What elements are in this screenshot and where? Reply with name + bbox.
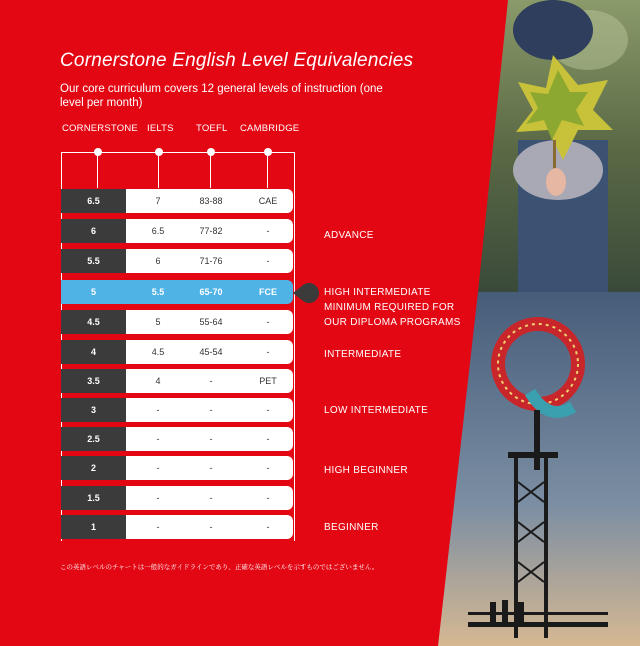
level-label-high-intermediate: HIGH INTERMEDIATE — [324, 287, 431, 298]
column-header-toefl: TOEFL — [196, 123, 228, 134]
toefl-cell: - — [209, 522, 213, 532]
level-cell: 2 — [61, 456, 126, 480]
table-row-highlighted — [61, 280, 293, 304]
ielts-cell: 5.5 — [151, 287, 165, 297]
toefl-cell: 55-64 — [199, 317, 223, 327]
connector-dot — [155, 148, 163, 156]
table-row — [61, 398, 293, 422]
cambridge-cell: FCE — [259, 287, 277, 297]
ielts-cell: 7 — [155, 196, 161, 206]
toefl-cell: 83-88 — [199, 196, 223, 206]
ielts-cell: - — [156, 463, 160, 473]
ielts-cell: - — [156, 493, 160, 503]
ielts-cell: 5 — [155, 317, 161, 327]
level-label-low-intermediate: LOW INTERMEDIATE — [324, 405, 429, 416]
cambridge-cell: PET — [259, 376, 277, 386]
connector-dot — [264, 148, 272, 156]
level-cell: 6.5 — [61, 189, 126, 213]
table-row — [61, 486, 293, 510]
toefl-cell: - — [209, 434, 213, 444]
cambridge-cell: - — [266, 522, 270, 532]
table-row — [61, 249, 293, 273]
toefl-cell: 45-54 — [199, 347, 223, 357]
connector-line — [267, 152, 268, 188]
column-header-cambridge: CAMBRIDGE — [240, 123, 300, 134]
cambridge-cell: - — [266, 405, 270, 415]
cambridge-cell: - — [266, 493, 270, 503]
level-cell: 3.5 — [61, 369, 126, 393]
cambridge-cell: CAE — [258, 196, 278, 206]
ielts-cell: 6 — [155, 256, 161, 266]
table-row — [61, 189, 293, 213]
toefl-cell: - — [209, 376, 213, 386]
table-row — [61, 427, 293, 451]
cambridge-cell: - — [266, 226, 270, 236]
ielts-cell: 4.5 — [151, 347, 165, 357]
page-title: Cornerstone English Level Equivalencies — [60, 50, 414, 71]
level-cell: 2.5 — [61, 427, 126, 451]
connector-line — [97, 152, 98, 188]
table-row — [61, 340, 293, 364]
level-cell: 1.5 — [61, 486, 126, 510]
cambridge-cell: - — [266, 256, 270, 266]
level-cell: 3 — [61, 398, 126, 422]
photo-column — [438, 0, 640, 646]
ielts-cell: 4 — [155, 376, 161, 386]
subtitle: Our core curriculum covers 12 general levels of instruction (one level per month) — [60, 83, 383, 109]
cambridge-cell: - — [266, 434, 270, 444]
column-header-ielts: IELTS — [147, 123, 174, 134]
cambridge-cell: - — [266, 347, 270, 357]
pointer-arrow-icon — [293, 281, 319, 305]
level-cell: 4.5 — [61, 310, 126, 334]
maple-leaf-photo — [438, 0, 640, 292]
level-label-diploma-programs: OUR DIPLOMA PROGRAMS — [324, 317, 461, 328]
table-row — [61, 219, 293, 243]
toefl-cell: - — [209, 405, 213, 415]
level-cell: 1 — [61, 515, 126, 539]
table-row — [61, 515, 293, 539]
level-label-beginner: BEGINNER — [324, 522, 379, 533]
connector-line — [210, 152, 211, 188]
connector-dot — [207, 148, 215, 156]
cambridge-cell: - — [266, 463, 270, 473]
toefl-cell: - — [209, 463, 213, 473]
footnote: この英語レベルのチャートは一般的なガイドラインであり、正確な英語レベルを示すものではございません。 — [60, 564, 379, 571]
toefl-cell: 77-82 — [199, 226, 223, 236]
column-header-cornerstone: CORNERSTONE — [62, 123, 138, 134]
level-cell: 6 — [61, 219, 126, 243]
toefl-cell: 71-76 — [199, 256, 223, 266]
ielts-cell: - — [156, 522, 160, 532]
toefl-cell: 65-70 — [199, 287, 223, 297]
ielts-cell: 6.5 — [151, 226, 165, 236]
ielts-cell: - — [156, 434, 160, 444]
toefl-cell: - — [209, 493, 213, 503]
level-cell: 4 — [61, 340, 126, 364]
connector-dot — [94, 148, 102, 156]
level-label-high-beginner: HIGH BEGINNER — [324, 465, 408, 476]
level-label-intermediate: INTERMEDIATE — [324, 349, 402, 360]
table-row — [61, 456, 293, 480]
table-row — [61, 369, 293, 393]
cambridge-cell: - — [266, 317, 270, 327]
level-label-minimum-required: MINIMUM REQUIRED FOR — [324, 302, 455, 313]
connector-line — [158, 152, 159, 188]
level-label-advance: ADVANCE — [324, 230, 374, 241]
level-cell: 5 — [61, 280, 126, 304]
level-cell: 5.5 — [61, 249, 126, 273]
table-row — [61, 310, 293, 334]
ielts-cell: - — [156, 405, 160, 415]
q-sign-tower-photo — [438, 292, 640, 646]
